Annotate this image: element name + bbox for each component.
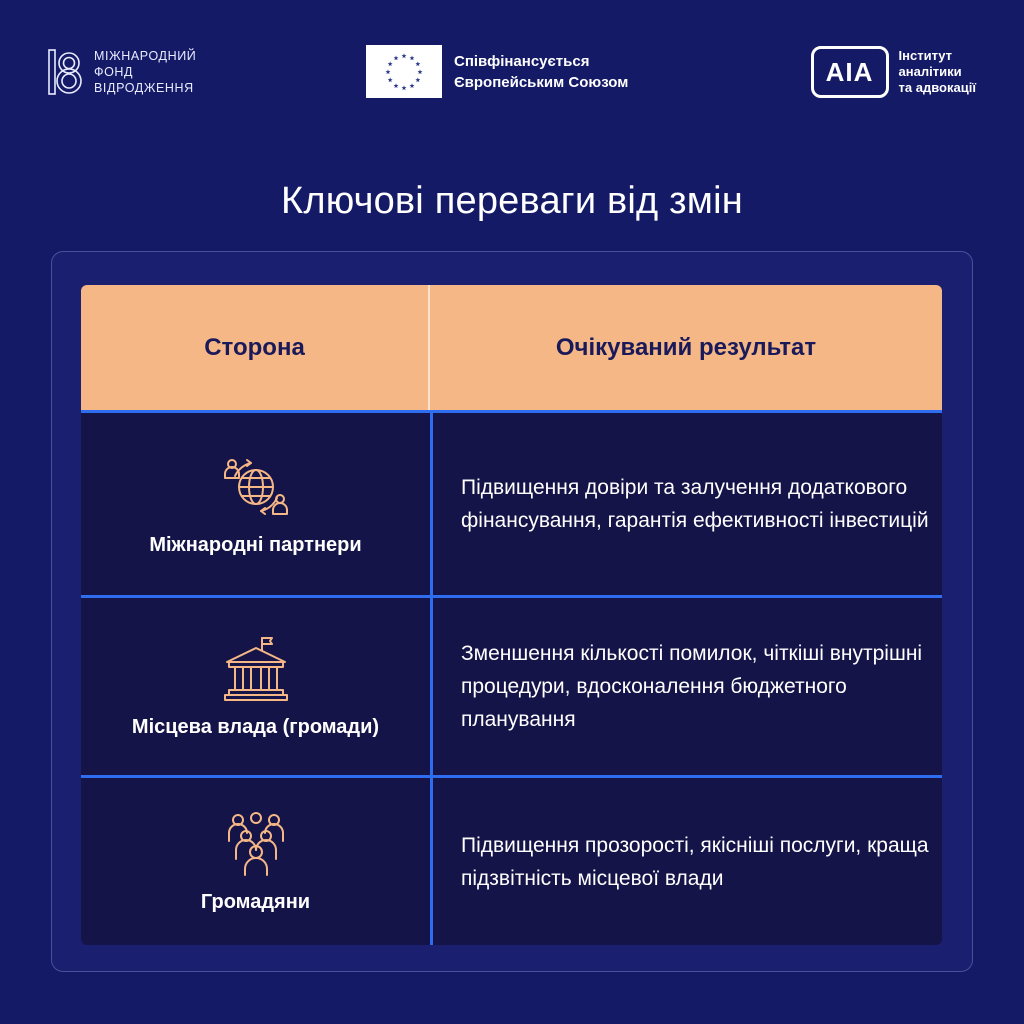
aia-logo-text [899, 48, 976, 96]
eu-flag-icon [366, 45, 442, 98]
irf-line-3: ВІДРОДЖЕННЯ [94, 81, 194, 95]
party-cell [81, 778, 430, 945]
benefits-table [81, 285, 942, 945]
government-building-icon [221, 634, 291, 704]
eu-star-icon [410, 55, 415, 60]
party-cell [81, 598, 430, 775]
eu-logo [366, 45, 628, 98]
global-partners-icon [221, 452, 291, 522]
table-header-row [81, 285, 942, 410]
eu-star-icon [415, 61, 420, 66]
aia-line-3: та адвокації [898, 80, 976, 95]
party-label: Міжнародні партнери [149, 533, 362, 556]
result-cell: Підвищення прозорості, якісніші послуги, краща підзвітність місцевої влади [461, 833, 929, 890]
page-title: Ключові переваги від змін [281, 180, 743, 222]
aia-line-2: аналітики [898, 64, 962, 79]
eu-star-icon [388, 77, 393, 82]
eu-star-icon [388, 61, 393, 66]
party-cell [81, 413, 430, 595]
eu-star-icon [418, 69, 423, 74]
eu-star-icon [402, 53, 407, 58]
table-row [81, 778, 942, 945]
irf-line-1: МІЖНАРОДНИЙ [94, 49, 197, 63]
aia-line-1: Інститут [898, 48, 953, 63]
eu-star-icon [386, 69, 391, 74]
citizens-group-icon [221, 809, 291, 879]
irf-emblem-icon [48, 49, 82, 95]
result-cell: Підвищення довіри та залучення додаткового фінансування, гарантія ефективності інвестицій [461, 476, 929, 532]
header-result: Очікуваний результат [555, 333, 817, 361]
irf-logo [48, 48, 196, 96]
eu-logo-text [454, 51, 628, 93]
aia-logo [811, 46, 976, 98]
eu-star-icon [402, 85, 407, 90]
table-row [81, 413, 942, 595]
party-label: Місцева влада (громади) [131, 716, 380, 738]
table-row [81, 598, 942, 775]
eu-star-icon [394, 55, 399, 60]
eu-star-icon [394, 83, 399, 88]
header-party: Сторона [81, 285, 430, 410]
aia-mark-text: AIA [825, 56, 874, 87]
eu-line-2: Європейським Союзом [454, 73, 629, 91]
irf-logo-text [94, 48, 196, 96]
result-cell: Зменшення кількості помилок, чіткіші внутрішні процедури, вдосконалення бюджетного планування [461, 642, 923, 731]
aia-mark [811, 46, 889, 98]
header [48, 44, 976, 104]
eu-line-1: Співфінансується [454, 52, 590, 70]
irf-line-2: ФОНД [94, 65, 134, 79]
eu-star-icon [415, 77, 420, 82]
party-label: Громадяни [200, 891, 311, 913]
eu-star-icon [410, 83, 415, 88]
